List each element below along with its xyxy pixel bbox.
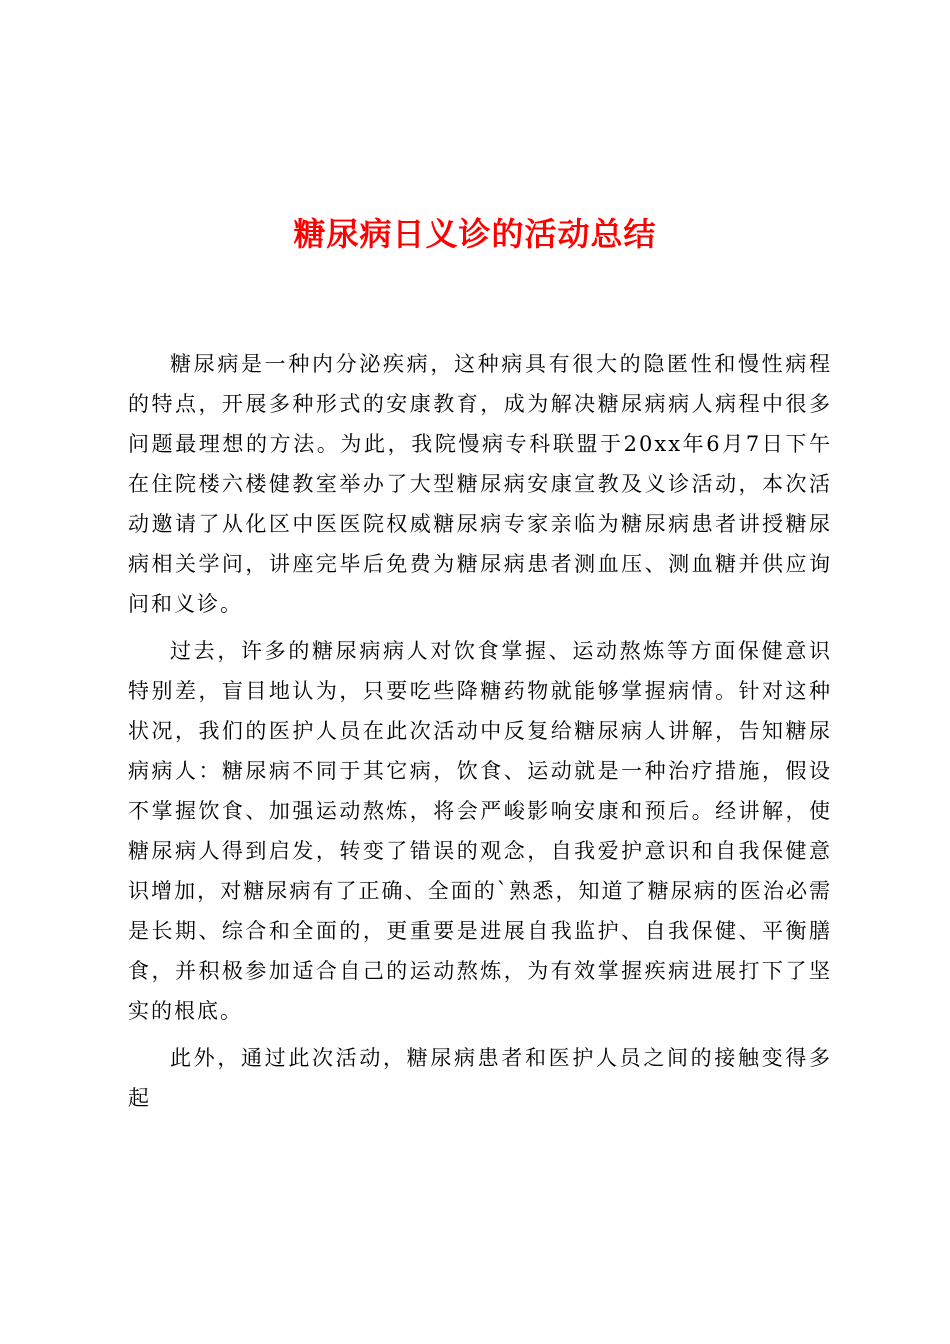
document-title: 糖尿病日义诊的活动总结 — [293, 215, 657, 253]
document-body — [128, 344, 832, 1118]
paragraph-2: 过去，许多的糖尿病病人对饮食掌握、运动熬炼等方面保健意识特别差，盲目地认为，只要吃些降糖药物就能够掌握病情。针对这种状况，我们的医护人员在此次活动中反复给糖尿病人讲解，告知糖尿病病人：糖尿病不同于其它病，饮食、运动就是一种治疗措施，假设不掌握饮食、加强运动熬炼，将会严峻影响安康和预后。经讲解，使糖尿病人得到启发，转变了错误的观念，自我爱护意识和自我保健意识增加，对糖尿病有了正确、全面的`熟悉，知道了糖尿病的医治必需是长期、综合和全面的，更重要是进展自我监护、自我保健、平衡膳食，并积极参加适合自己的运动熬炼，为有效掌握疾病进展打下了坚实的根底。 — [128, 639, 832, 1023]
paragraph-3: 此外，通过此次活动，糖尿病患者和医护人员之间的接触变得多起 — [128, 1046, 832, 1110]
paragraph-1: 糖尿病是一种内分泌疾病，这种病具有很大的隐匿性和慢性病程的特点，开展多种形式的安康教育，成为解决糖尿病病人病程中很多问题最理想的方法。为此，我院慢病专科联盟于20xx年6月7日下午在住院楼六楼健教室举办了大型糖尿病安康宣教及义诊活动，本次活动邀请了从化区中医医院权威糖尿病专家亲临为糖尿病患者讲授糖尿病相关学问，讲座完毕后免费为糖尿病患者测血压、测血糖并供应询问和义诊。 — [128, 352, 832, 616]
